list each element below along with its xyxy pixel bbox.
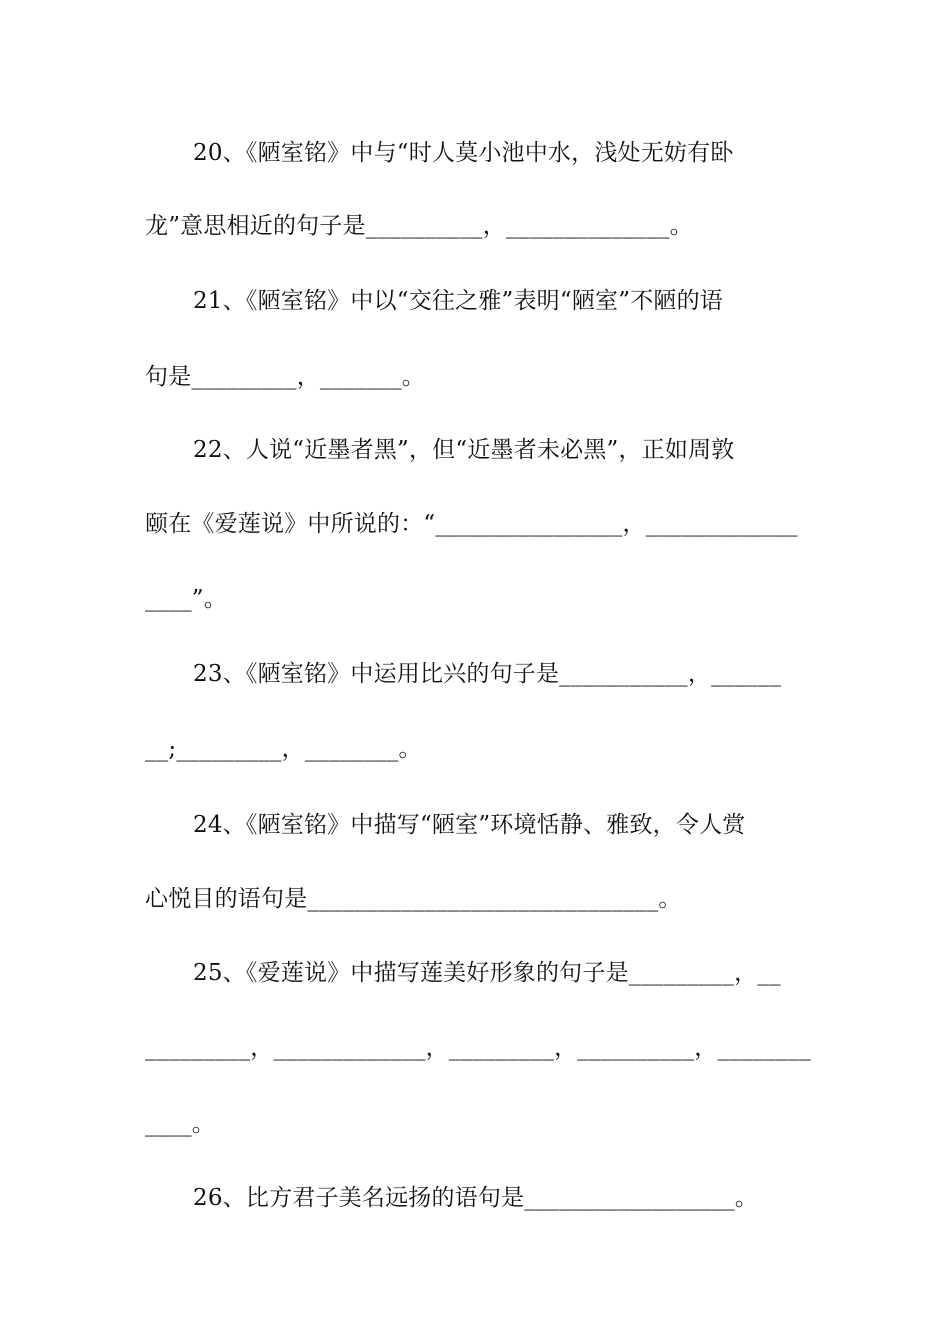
question-20-line-2: 龙”意思相近的句子是__________，______________。 [145,213,693,239]
question-22-line-2: 颐在《爱莲说》中所说的：“________________，_____________ [145,511,798,537]
question-22-line-3: ____”。 [145,586,227,612]
question-20-line-1: 20、《陋室铭》中与“时人莫小池中水，浅处无妨有卧 [193,140,734,166]
question-23-line-1: 23、《陋室铭》中运用比兴的句子是___________，______ [193,661,782,687]
question-21-line-2: 句是_________，_______。 [145,364,425,390]
question-23-line-2: __;_________，________。 [145,736,422,762]
question-25-line-2: _________，_____________，_________，__________，________ [145,1035,812,1061]
question-25-line-1: 25、《爱莲说》中描写莲美好形象的句子是_________，__ [193,960,781,986]
question-24-line-2: 心悦目的语句是______________________________。 [145,886,682,912]
question-24-line-1: 24、《陋室铭》中描写“陋室”环境恬静、雅致，令人赏 [193,812,746,838]
question-26-line-1: 26、比方君子美名远扬的语句是__________________。 [193,1185,759,1211]
question-21-line-1: 21、《陋室铭》中以“交往之雅”表明“陋室”不陋的语 [193,288,723,314]
question-25-line-3: ____。 [145,1111,215,1137]
question-22-line-1: 22、人说“近墨者黑”，但“近墨者未必黑”，正如周敦 [193,437,735,463]
